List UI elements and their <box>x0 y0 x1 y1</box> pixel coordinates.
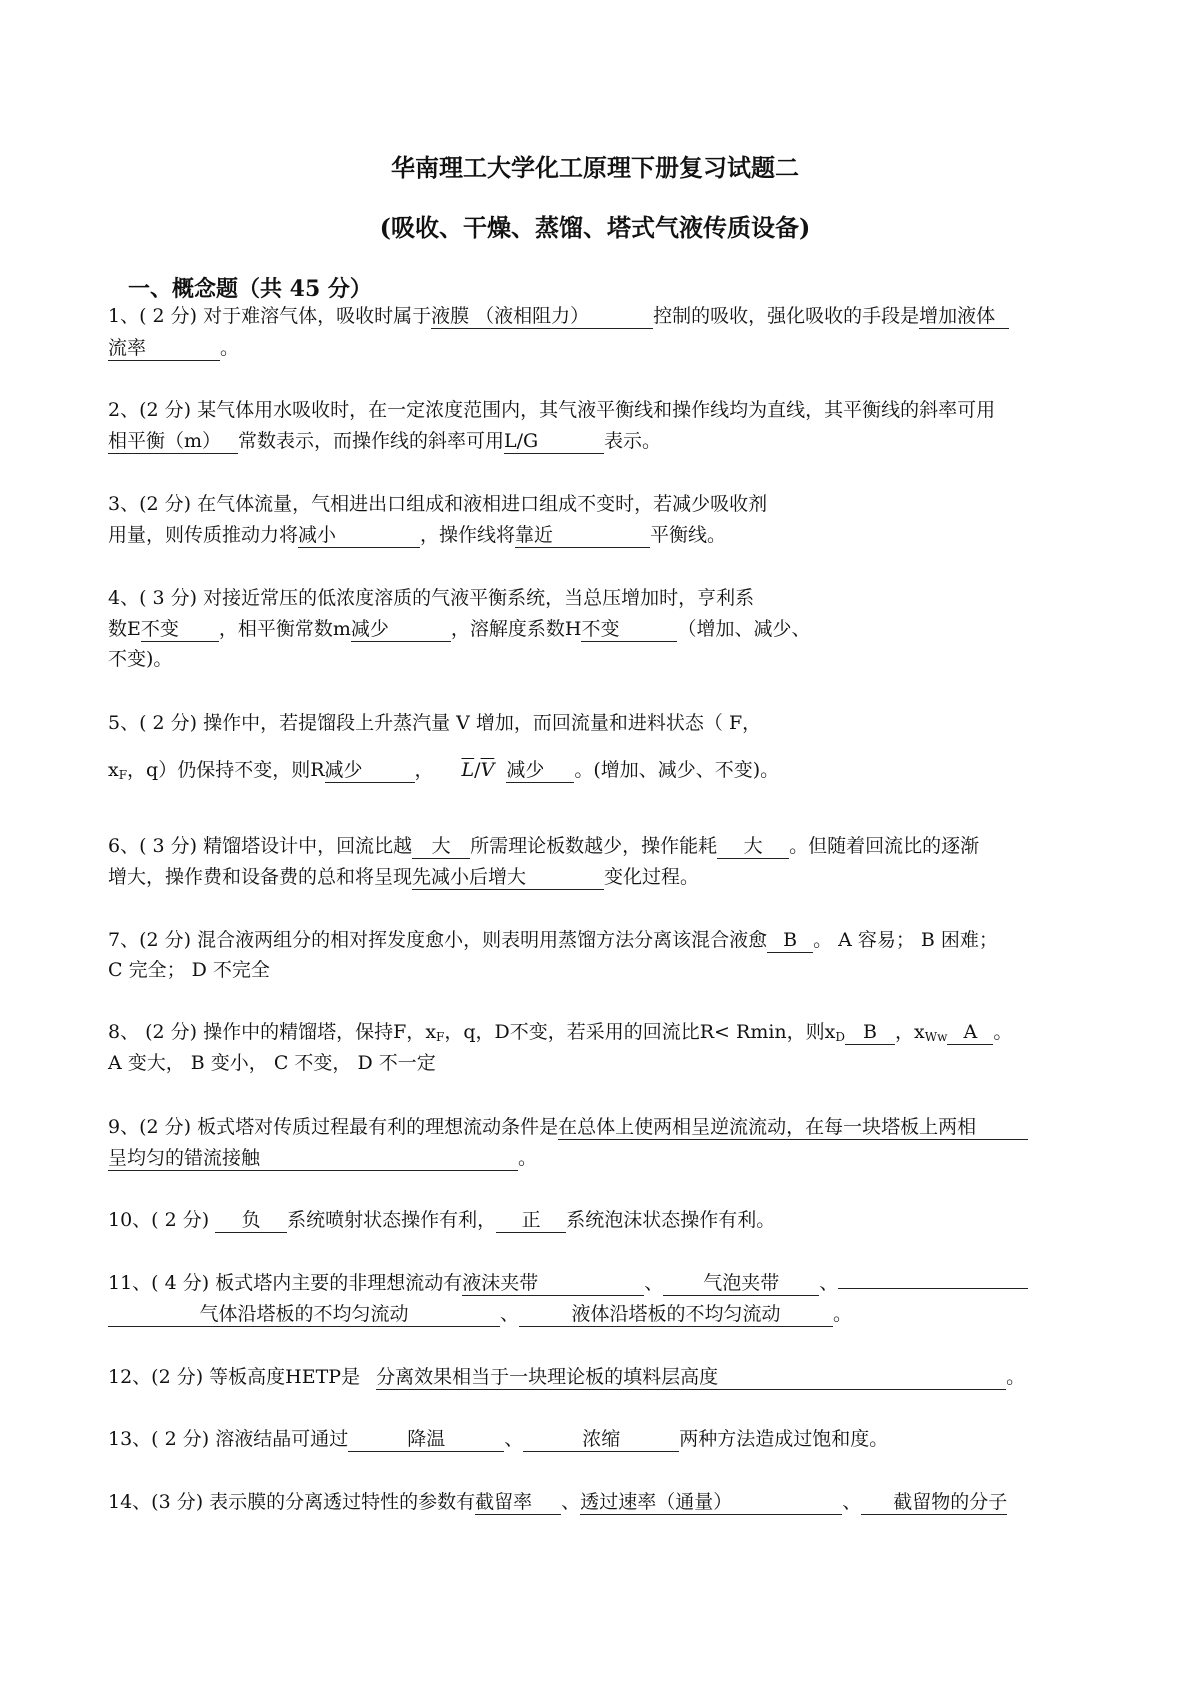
answer-blank: L/G <box>504 429 604 454</box>
answer-blank: 正 <box>496 1208 566 1233</box>
question-11-line-1: 11、( 4 分) 板式塔内主要的非理想流动有液沫夹带 、 气泡夹带 、 <box>108 1269 1028 1297</box>
question-10-line-1: 10、( 2 分) 负 系统喷射状态操作有利， 正 系统泡沫状态操作有利。 <box>108 1209 776 1231</box>
answer-blank: 在总体上使两相呈逆流流动，在每一块塔板上两相 <box>558 1115 1028 1140</box>
question-2-line-1: 2、(2 分) 某气体用水吸收时，在一定浓度范围内，其气液平衡线和操作线均为直线，其平衡线的斜率可用 <box>108 399 996 421</box>
question-3-line-1: 3、(2 分) 在气体流量，气相进出口组成和液相进口组成不变时，若减少吸收剂 <box>108 493 768 515</box>
question-9-line-1: 9、(2 分) 板式塔对传质过程最有利的理想流动条件是在总体上使两相呈逆流流动，在每一块塔板上两相 <box>108 1113 1028 1141</box>
question-2-line-2: 相平衡（m） 常数表示，而操作线的斜率可用L/G 表示。 <box>108 430 662 452</box>
section-heading: 一、概念题（共 45 分） <box>128 276 372 302</box>
question-4-line-1: 4、( 3 分) 对接近常压的低浓度溶质的气液平衡系统，当总压增加时，亨利系 <box>108 587 755 609</box>
answer-blank: 液体沿塔板的不均匀流动 <box>519 1302 833 1327</box>
question-11-line-2: 气体沿塔板的不均匀流动 、 液体沿塔板的不均匀流动 。 <box>108 1300 852 1328</box>
answer-blank: B <box>845 1020 895 1045</box>
question-7-line-2: C 完全； D 不完全 <box>108 959 270 981</box>
answer-blank: 呈均匀的错流接触 <box>108 1146 518 1171</box>
answer-blank: 浓缩 <box>523 1427 679 1452</box>
answer-blank: 靠近 <box>515 523 650 548</box>
question-3-line-2: 用量，则传质推动力将减小 ，操作线将靠近 平衡线。 <box>108 524 727 546</box>
answer-blank: 液沫夹带 <box>462 1271 644 1296</box>
question-8-line-2: A 变大， B 变小， C 不变， D 不一定 <box>108 1052 436 1074</box>
answer-blank: 相平衡（m） <box>108 429 238 454</box>
answer-blank <box>838 1288 1028 1289</box>
page-title: 华南理工大学化工原理下册复习试题二 <box>391 153 799 182</box>
question-5-line-1: 5、( 2 分) 操作中，若提馏段上升蒸汽量 V 增加，而回流量和进料状态（ F， <box>108 712 762 734</box>
answer-blank: 气体沿塔板的不均匀流动 <box>108 1302 500 1327</box>
question-7-line-1: 7、(2 分) 混合液两组分的相对挥发度愈小，则表明用蒸馏方法分离该混合液愈 B 。 A 容易； B 困难； <box>108 929 998 951</box>
answer-blank: 不变 <box>581 617 677 642</box>
page-subtitle: (吸收、干燥、蒸馏、塔式气液传质设备) <box>379 213 811 242</box>
question-1-line-1: 1、( 2 分) 对于难溶气体，吸收时属于液膜 （液相阻力） 控制的吸收，强化吸收的手段是增加液体 <box>108 302 1009 330</box>
question-6-line-1: 6、( 3 分) 精馏塔设计中，回流比越 大 所需理论板数越少，操作能耗 大 。但随着回流比的逐渐 <box>108 835 980 857</box>
question-6-line-2: 增大，操作费和设备费的总和将呈现先减小后增大 变化过程。 <box>108 866 700 888</box>
answer-blank: 截留物的分子 <box>861 1490 1007 1515</box>
question-1-line-2: 流率 。 <box>108 337 240 359</box>
answer-blank: B <box>767 928 813 953</box>
answer-blank: 透过速率（通量） <box>580 1490 842 1515</box>
answer-blank: 不变 <box>141 617 219 642</box>
answer-blank: 分离效果相当于一块理论板的填料层高度 <box>376 1365 1006 1390</box>
question-5-line-2: $x_F$，q）仍保持不变，则R减少 ， $\overline{L}/\overline{V}$ 减少 。(增加、减少、不变)。 <box>108 759 780 782</box>
question-14-line-1: 14、(3 分) 表示膜的分离透过特性的参数有截留率 、透过速率（通量） 、 截留物的分子 <box>108 1491 1008 1513</box>
answer-blank: 先减小后增大 <box>412 865 604 890</box>
question-9-line-2: 呈均匀的错流接触 。 <box>108 1147 538 1169</box>
answer-blank: 降温 <box>348 1427 504 1452</box>
answer-blank: 流率 <box>108 336 220 361</box>
answer-blank: 减少 <box>506 758 574 783</box>
answer-blank: 截留率 <box>475 1490 561 1515</box>
question-12-line-1: 12、(2 分) 等板高度HETP是 分离效果相当于一块理论板的填料层高度 。 <box>108 1366 1026 1388</box>
answer-blank: 负 <box>215 1208 287 1233</box>
answer-blank: 增加液体 <box>919 304 1009 329</box>
answer-blank: A <box>947 1020 993 1045</box>
answer-blank: 大 <box>717 834 789 859</box>
answer-blank: 减小 <box>298 523 420 548</box>
answer-blank: 减少 <box>325 758 415 783</box>
question-13-line-1: 13、( 2 分) 溶液结晶可通过 降温 、 浓缩 两种方法造成过饱和度。 <box>108 1428 889 1450</box>
answer-blank: 液膜 （液相阻力） <box>431 304 653 329</box>
answer-blank: 减少 <box>351 617 451 642</box>
question-8-line-1: 8、 (2 分) 操作中的精馏塔，保持F，$x_F$，q，D不变，若采用的回流比R< Rmin，则$x_D$ B ，$x_{Ww}$ A 。 <box>108 1021 1013 1044</box>
question-4-line-2: 数E不变 ，相平衡常数m减少 ，溶解度系数H不变 （增加、减少、 <box>108 618 811 640</box>
answer-blank: 气泡夹带 <box>663 1271 819 1296</box>
question-4-line-3: 不变)。 <box>108 648 173 670</box>
answer-blank: 大 <box>412 834 470 859</box>
